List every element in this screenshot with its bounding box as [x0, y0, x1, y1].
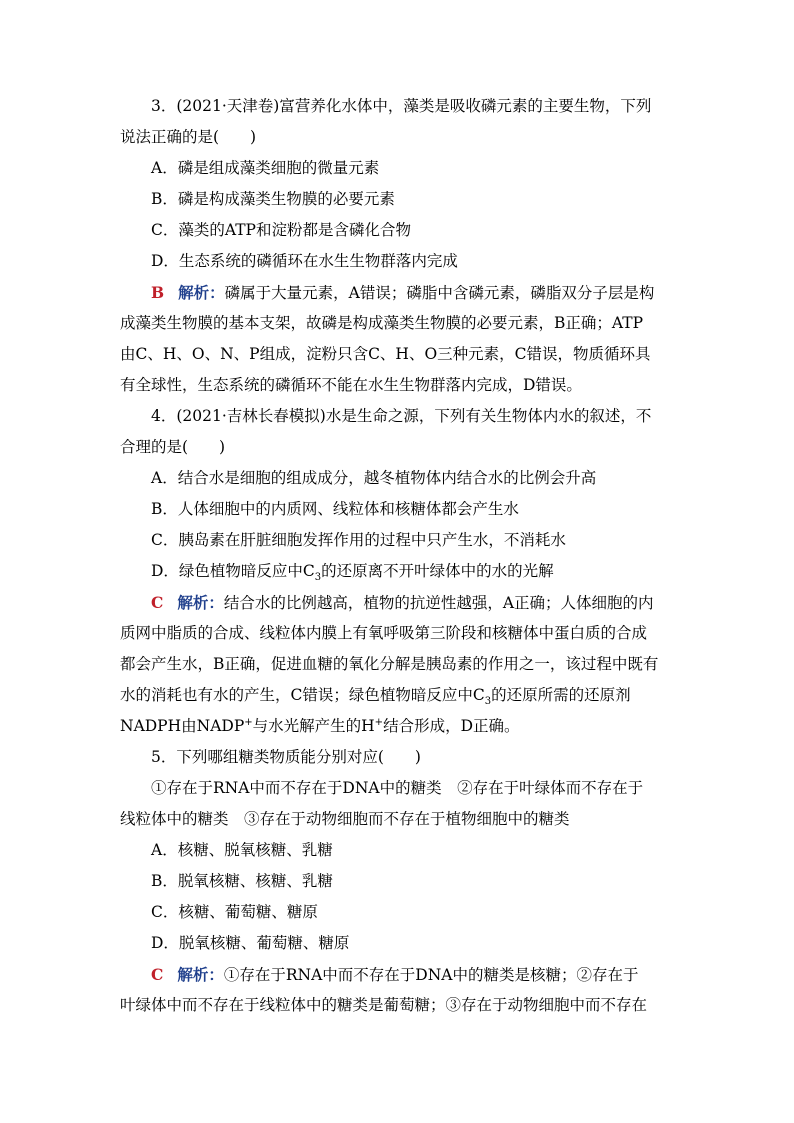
q4-option-d [120, 556, 680, 587]
q4-analysis-l4-sub: 3 [484, 696, 492, 708]
q4-stem-line-1: 4．(2021·吉林长春模拟)水是生命之源，下列有关生物体内水的叙述，不 [151, 407, 652, 425]
q3-analysis-label: 解析： [178, 283, 225, 302]
q5-analysis-line-2: 叶绿体中而不存在于线粒体中的糖类是葡萄糖；③存在于动物细胞中而不存在 [120, 996, 648, 1014]
q3-option-c: C．藻类的ATP和淀粉都是含磷化合物 [151, 221, 411, 239]
q5-sub-stem-line-1: ①存在于RNA中而不存在于DNA中的糖类 ②存在于叶绿体而不存在于 [151, 779, 644, 797]
q4-analysis-l5-sup2: + [374, 716, 384, 728]
q4-analysis-label: 解析： [177, 593, 224, 612]
q3-stem-line-2: 说法正确的是( ) [120, 128, 257, 146]
q5-option-b: B．脱氧核糖、核糖、乳糖 [151, 872, 333, 890]
q4-stem-line-2: 合理的是( ) [120, 438, 226, 456]
q3-option-a: A．磷是组成藻类细胞的微量元素 [151, 159, 380, 177]
q4-analysis-l5-post: 结合形成，D正确。 [383, 717, 520, 735]
q3-stem-line-1: 3．(2021·天津卷)富营养化水体中，藻类是吸收磷元素的主要生物，下列 [151, 97, 652, 115]
q3-analysis-line-3: 由C、H、O、N、P组成，淀粉只含C、H、O三种元素，C错误，物质循环具 [120, 345, 651, 363]
q3-analysis-line-4: 有全球性，生态系统的磷循环不能在水生生物群落内完成，D错误。 [120, 376, 582, 394]
q4-analysis-line-5 [120, 711, 680, 742]
q4-analysis-line-1 [120, 587, 680, 618]
q4-analysis-l5-pre: NADPH由NADP [120, 717, 245, 735]
q4-analysis-l4-post: 的还原所需的还原剂 [491, 686, 631, 704]
q3-option-b: B．磷是构成藻类生物膜的必要元素 [151, 190, 395, 208]
q5-analysis-label: 解析： [177, 965, 224, 984]
page-content [120, 91, 680, 1021]
q4-analysis-l5-mid: 与水光解产生的H [252, 717, 375, 735]
q4-analysis-l5-sup1: + [244, 716, 253, 728]
q3-analysis-text-1: 磷属于大量元素，A错误；磷脂中含磷元素，磷脂双分子层是构 [224, 284, 655, 302]
q5-option-c: C．核糖、葡萄糖、糖原 [151, 903, 318, 921]
q3-option-d: D．生态系统的磷循环在水生生物群落内完成 [151, 252, 458, 270]
q4-answer: C [151, 593, 164, 612]
q5-option-d: D．脱氧核糖、葡萄糖、糖原 [151, 934, 350, 952]
q5-option-a: A．核糖、脱氧核糖、乳糖 [151, 841, 333, 859]
q5-sub-stem-line-2: 线粒体中的糖类 ③存在于动物细胞而不存在于植物细胞中的糖类 [120, 810, 570, 828]
q4-analysis-l4-pre: 水的消耗也有水的产生，C错误；绿色植物暗反应中C [120, 686, 485, 704]
q3-analysis-line-2: 成藻类生物膜的基本支架，故磷是构成藻类生物膜的必要元素，B正确；ATP [120, 314, 644, 332]
q4-option-b: B．人体细胞中的内质网、线粒体和核糖体都会产生水 [151, 500, 519, 518]
q5-stem: 5．下列哪组糖类物质能分别对应( ) [151, 748, 421, 766]
q4-analysis-line-2: 质网中脂质的合成、线粒体内膜上有氧呼吸第三阶段和核糖体中蛋白质的合成 [120, 624, 648, 642]
q4-option-c: C．胰岛素在肝脏细胞发挥作用的过程中只产生水，不消耗水 [151, 531, 566, 549]
q4-analysis-line-3: 都会产生水，B正确，促进血糖的氧化分解是胰岛素的作用之一，该过程中既有 [120, 655, 659, 673]
q4-analysis-text-1: 结合水的比例越高，植物的抗逆性越强，A正确；人体细胞的内 [223, 594, 654, 612]
q5-analysis-line-1 [120, 959, 680, 990]
q4-option-a: A．结合水是细胞的组成成分，越冬植物体内结合水的比例会升高 [151, 469, 597, 487]
q5-analysis-text-1: ①存在于RNA中而不存在于DNA中的糖类是核糖；②存在于 [223, 966, 639, 984]
q4-option-d-pre: D．绿色植物暗反应中C [151, 562, 315, 580]
q3-analysis-line-1 [120, 277, 680, 308]
q3-answer: B [151, 283, 165, 302]
q4-option-d-post: 的还原离不开叶绿体中的水的光解 [321, 562, 554, 580]
q4-analysis-line-4 [120, 680, 680, 711]
q4-option-d-sub: 3 [314, 572, 322, 584]
q5-answer: C [151, 965, 164, 984]
